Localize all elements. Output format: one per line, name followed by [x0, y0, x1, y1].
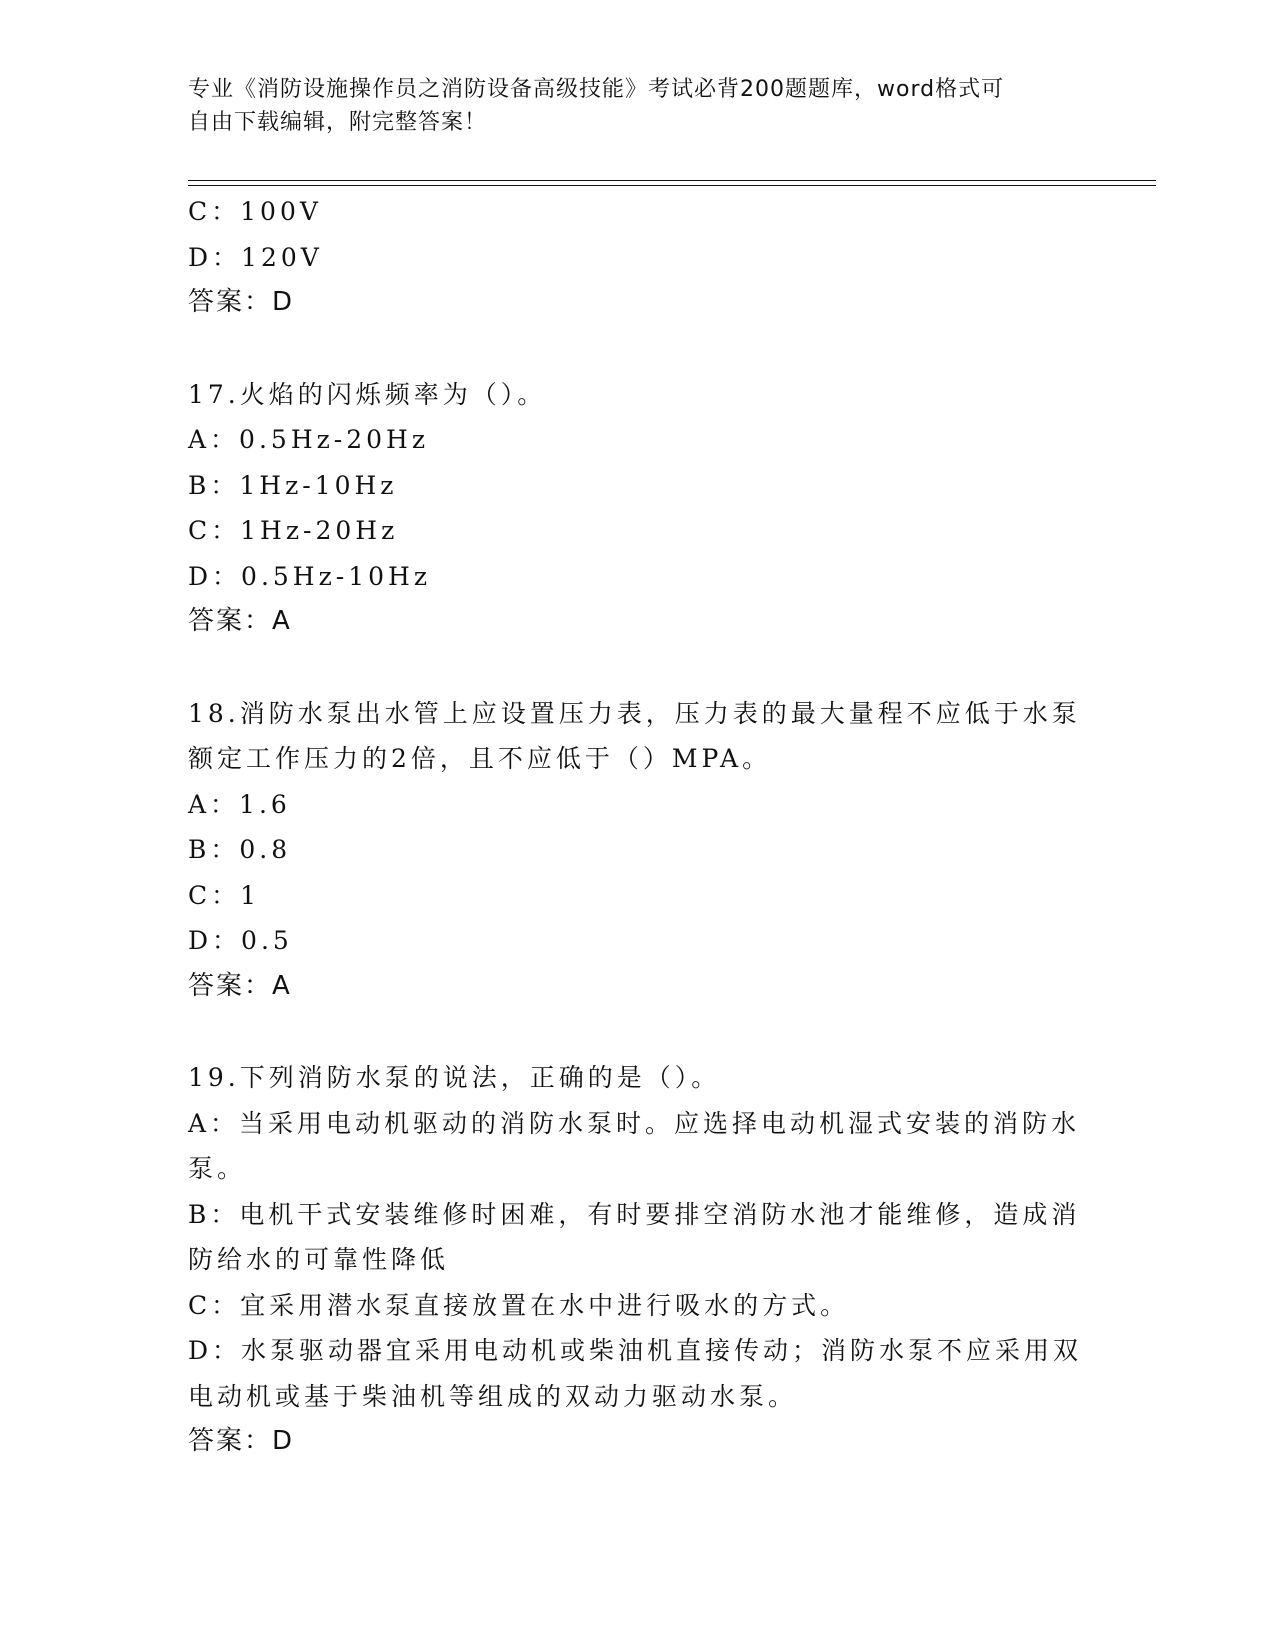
answer-line: 答案：A	[188, 970, 292, 1001]
header-title-line-1: 专业《消防设施操作员之消防设备高级技能》考试必背200题题库，word格式可	[188, 77, 1005, 102]
option-d: D：水泵驱动器宜采用电动机或柴油机直接传动；消防水泵不应采用双	[188, 1336, 1083, 1365]
option-c: C：宜采用潜水泵直接放置在水中进行吸水的方式。	[188, 1290, 850, 1320]
option-b: B：1Hz-10Hz	[188, 470, 398, 500]
question-18	[188, 691, 1088, 1010]
option-c: C：1	[188, 880, 261, 910]
option-a: A：当采用电动机驱动的消防水泵时。应选择电动机湿式安装的消防水	[188, 1108, 1081, 1138]
question-list	[188, 189, 1088, 1465]
option-c: C：100V	[188, 197, 322, 226]
option-d: D：120V	[188, 242, 323, 272]
document-header	[188, 73, 1068, 139]
option-d: D：0.5	[188, 926, 293, 955]
option-c: C：1Hz-20Hz	[188, 516, 399, 545]
header-divider-top	[188, 180, 1156, 181]
option-b: B：电机干式安装维修时困难，有时要排空消防水池才能维修，造成消	[188, 1199, 1081, 1229]
question-stem: 19.下列消防水泵的说法，正确的是（）。	[188, 1063, 721, 1092]
option-a: A：0.5Hz-20Hz	[188, 425, 430, 454]
question-16-continued	[188, 189, 1088, 326]
question-17	[188, 372, 1088, 645]
question-19	[188, 1055, 1088, 1465]
question-gap	[188, 645, 1088, 691]
header-title-line-2: 自由下载编辑，附完整答案！	[188, 110, 488, 135]
answer-line: 答案：A	[188, 606, 292, 636]
answer-line: 答案：D	[188, 1426, 295, 1456]
option-a: A：1.6	[188, 789, 291, 819]
header-divider-bottom	[188, 185, 1156, 186]
option-b: B：0.8	[188, 835, 292, 864]
question-gap	[188, 326, 1088, 372]
option-a-cont: 泵。	[188, 1154, 247, 1183]
question-stem-cont: 额定工作压力的2倍，且不应低于（）MPA。	[188, 744, 772, 773]
option-b-cont: 防给水的可靠性降低	[188, 1245, 450, 1274]
question-stem: 17.火焰的闪烁频率为（）。	[188, 379, 547, 409]
question-gap	[188, 1009, 1088, 1055]
answer-line: 答案：D	[188, 287, 295, 317]
option-d: D：0.5Hz-10Hz	[188, 561, 432, 591]
question-stem: 18.消防水泵出水管上应设置压力表，压力表的最大量程不应低于水泵	[188, 698, 1081, 728]
option-d-cont: 电动机或基于柴油机等组成的双动力驱动水泵。	[188, 1381, 798, 1411]
